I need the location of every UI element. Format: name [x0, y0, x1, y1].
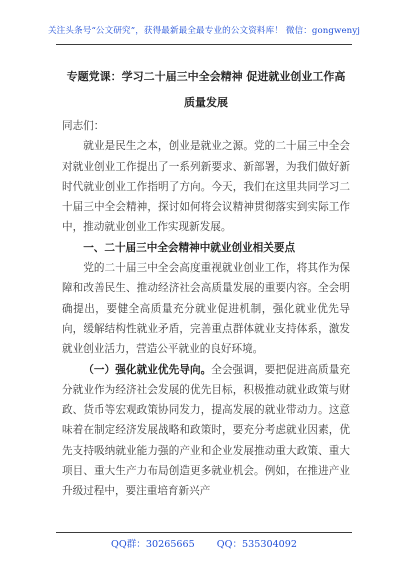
paragraph-intro: 就业是民生之本，创业是就业之源。党的二十届三中全会对就业创业工作提出了一系列新要求、新部署，为我们做好新时代就业创业工作指明了方向。今天，我们在这里共同学习二十届三中全会精神，探讨如何将会议精神贯彻落实到实际工作中，推动就业创业工作实现新发展。 — [62, 140, 350, 234]
header-banner: 关注头条号“公文研究”，获得最新最全最专业的公文资料库！ 微信：gongwenyj — [47, 26, 361, 36]
section-heading-1: 一、二十届三中全会精神中就业创业相关要点 — [83, 241, 296, 254]
paragraph-employment-priority-text: 全会强调，要把促进高质量充分就业作为经济社会发展的优先目标，积极推动就业政策与财政、货币等宏观政策协同发力，提高发展的就业带动力。这意味着在制定经济发展战略和政策时，要充分考虑就业因素，优先支持吸纳就业能力强的产业和企业发展推动重大政策、重大项目、重大生产力布局创造更多就业机会。例如，在推进产业升级过程中，要注重培育新兴产 — [62, 363, 350, 498]
document-body — [62, 116, 350, 502]
paragraph-employment-priority — [62, 360, 350, 502]
document-title: 专题党课：学习二十届三中全会精神 促进就业创业工作高质量发展 — [66, 70, 346, 109]
footer-qq-group: QQ群：30265665 — [110, 539, 195, 550]
paragraph-overview: 党的二十届三中全会高度重视就业创业工作，将其作为保障和改善民生、推动经济社会高质量发展的重要内容。全会明确提出，要健全高质量充分就业促进机制，强化就业优先导向，缓解结构性就业矛盾，完善重点群体就业支持体系，激发就业创业活力，营造公平就业的良好环境。 — [62, 262, 350, 356]
footer-qq: QQ：535304092 — [216, 539, 297, 550]
header-divider — [56, 44, 352, 45]
footer — [0, 536, 408, 550]
footer-divider — [56, 532, 352, 533]
subheading-employment-priority: （一）强化就业优先导向。 — [83, 363, 212, 376]
salutation: 同志们： — [62, 120, 105, 132]
